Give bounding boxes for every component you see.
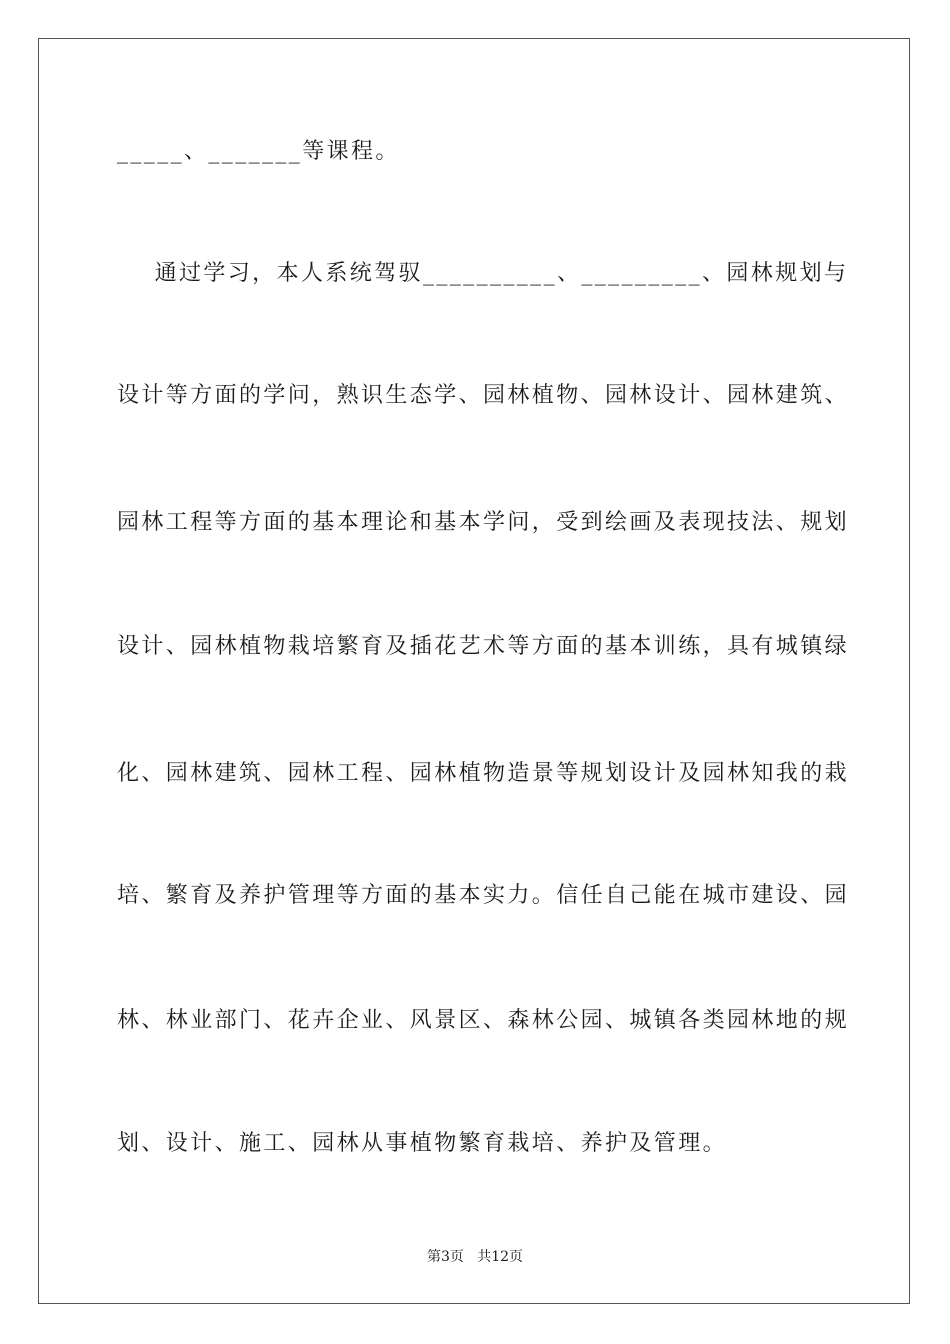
text-line-2: 通过学习，本人系统驾驭__________、_________、园林规划与	[117, 261, 849, 286]
text-line-5: 设计、园林植物栽培繁育及插花艺术等方面的基本训练，具有城镇绿	[117, 634, 850, 659]
text-line-3: 设计等方面的学问，熟识生态学、园林植物、园林设计、园林建筑、	[117, 383, 850, 408]
text-line-8: 林、林业部门、花卉企业、风景区、森林公园、城镇各类园林地的规	[117, 1008, 850, 1033]
page-border	[38, 38, 910, 1304]
text-line-9: 划、设计、施工、园林从事植物繁育栽培、养护及管理。	[117, 1131, 728, 1156]
text-line-7: 培、繁育及养护管理等方面的基本实力。信任自己能在城市建设、园	[117, 883, 850, 908]
text-line-4: 园林工程等方面的基本理论和基本学问，受到绘画及表现技法、规划	[117, 510, 850, 535]
text-line-6: 化、园林建筑、园林工程、园林植物造景等规划设计及园林知我的栽	[117, 761, 850, 786]
page-number-footer: 第3页 共12页	[426, 1249, 524, 1265]
text-line-1: _____、_______等课程。	[117, 139, 400, 164]
